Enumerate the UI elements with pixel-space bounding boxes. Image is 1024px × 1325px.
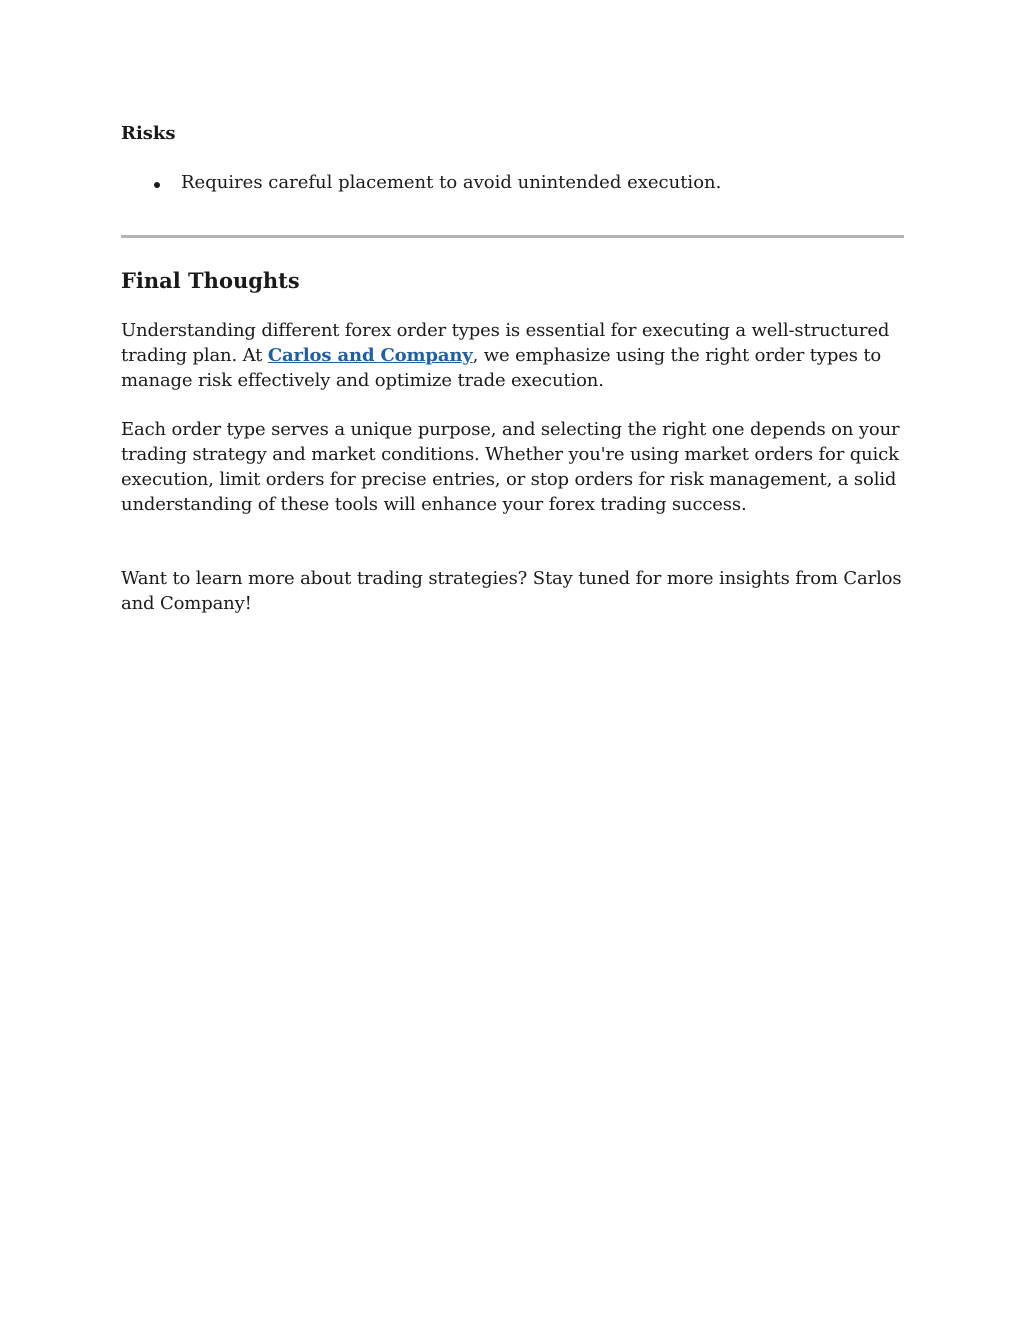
carlos-and-company-link[interactable]: Carlos and Company [267, 345, 473, 366]
list-item-text: Requires careful placement to avoid unintended execution. [181, 172, 722, 193]
paragraph-closing: Want to learn more about trading strategies? Stay tuned for more insights from Carlos and Company! [121, 568, 902, 614]
risks-list [121, 171, 904, 195]
paragraph-intro-text-before: Understanding different forex order types is essential for executing a well-structured trading plan. At [121, 320, 890, 366]
section-divider [121, 235, 904, 238]
paragraph-intro [121, 318, 904, 393]
paragraph-order-types: Each order type serves a unique purpose, and selecting the right one depends on your trading strategy and market conditions. Whether you're using market orders for quick execution, limit orders for precise entries, or stop orders for risk management, a solid understanding of these tools will enhance your forex trading success. [121, 419, 900, 515]
list-item [121, 171, 904, 195]
final-thoughts-heading: Final Thoughts [121, 268, 300, 293]
paragraph-intro-text-after: , we emphasize using the right order types to manage risk effectively and optimize trade execution. [121, 345, 882, 391]
risks-heading: Risks [121, 123, 176, 144]
bullet-icon [154, 182, 160, 188]
